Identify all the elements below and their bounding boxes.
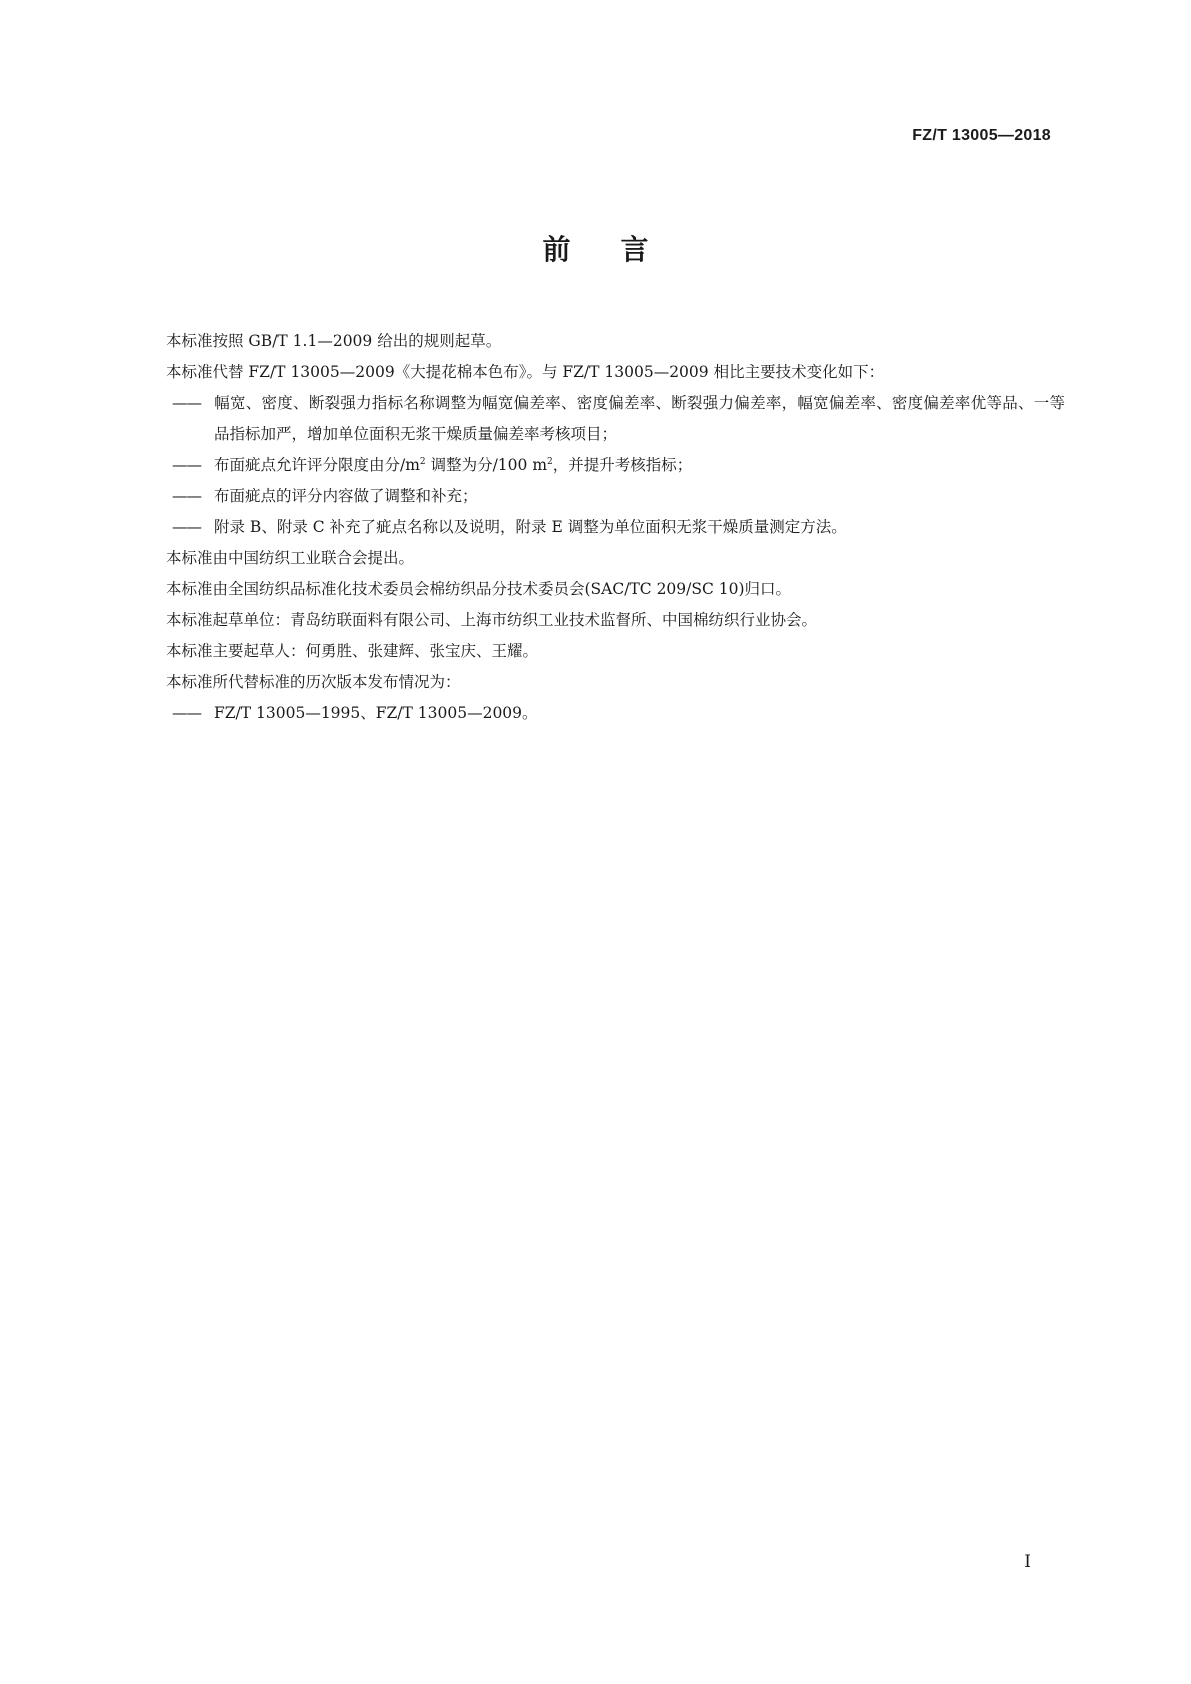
dash-mark: —— [172,487,201,505]
change-item-text: 布面疵点的评分内容做了调整和补充； [214,487,478,505]
change-item-text: 布面疵点允许评分限度由分/m [214,456,420,474]
dash-mark: —— [172,394,201,412]
superscript: 2 [547,456,553,467]
change-item-text: ，并提升考核指标； [552,456,693,474]
paragraph-drafting-units: 本标准起草单位：青岛纺联面料有限公司、上海市纺织工业技术监督所、中国棉纺织行业协会。 [166,611,818,629]
paragraph-replacement: 本标准代替 FZ/T 13005—2009《大提花棉本色布》。与 FZ/T 13005—2009 相比主要技术变化如下： [166,363,885,381]
paragraph-history-intro: 本标准所代替标准的历次版本发布情况为： [166,673,461,691]
change-item [130,481,1065,512]
paragraph-drafting-rules: 本标准按照 GB/T 1.1—2009 给出的规则起草。 [166,332,502,350]
history-item-text: FZ/T 13005—1995、FZ/T 13005—2009。 [214,704,538,722]
page-title: 前言 [542,233,699,266]
dash-mark: —— [172,456,201,474]
paragraph-proposer: 本标准由中国纺织工业联合会提出。 [166,549,415,567]
change-item [130,450,1065,481]
change-item-text: 调整为分/100 m [425,456,548,474]
foreword-body [130,326,1065,729]
history-item [130,698,1065,729]
paragraph-administrator: 本标准由全国纺织品标准化技术委员会棉纺织品分技术委员会(SAC/TC 209/SC 10)归口。 [166,580,792,598]
change-item [130,512,1065,543]
change-item [130,388,1065,450]
change-item-text: 幅宽、密度、断裂强力指标名称调整为幅宽偏差率、密度偏差率、断裂强力偏差率，幅宽偏差率、密度偏差率优等品、一等品指标加严，增加单位面积无浆干燥质量偏差率考核项目； [214,394,1065,443]
standard-code: FZ/T 13005—2018 [912,127,1051,144]
paragraph-drafters: 本标准主要起草人：何勇胜、张建辉、张宝庆、王耀。 [166,642,539,660]
dash-mark: —— [172,518,201,536]
superscript: 2 [419,456,426,467]
page-number: I [1024,1552,1031,1572]
change-item-text: 附录 B、附录 C 补充了疵点名称以及说明，附录 E 调整为单位面积无浆干燥质量测定方法。 [214,518,847,536]
dash-mark: —— [172,704,201,722]
